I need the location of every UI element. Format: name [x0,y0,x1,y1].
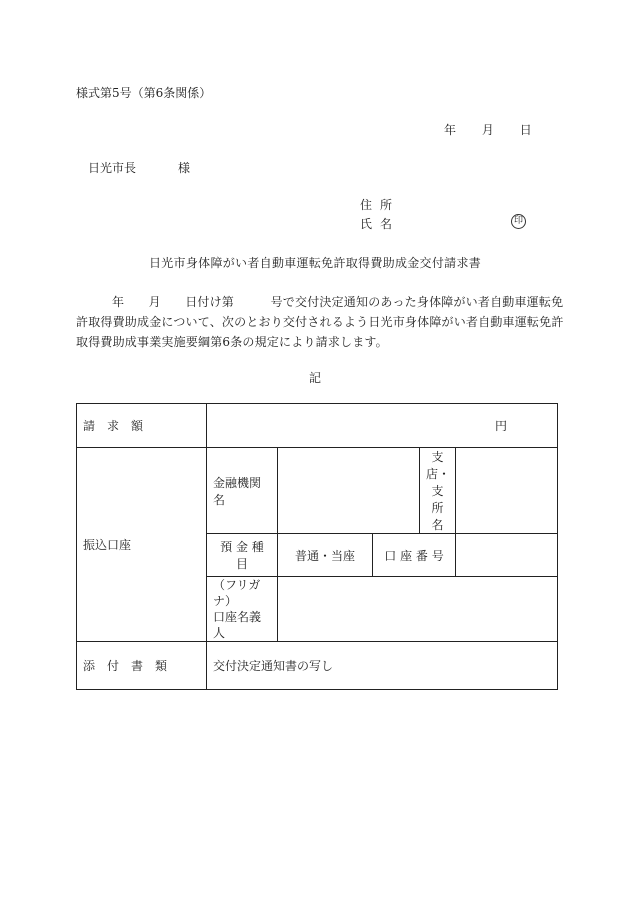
branch-name-label: 支店・支所名 [420,448,456,534]
bank-name-label: 金融機関名 [207,448,278,534]
account-number-label: 口 座 番 号 [373,534,456,577]
claim-amount-label: 請 求 額 [77,404,207,448]
date-day: 日 [519,123,532,137]
addressee [88,161,190,175]
deposit-type-label: 預 金 種 目 [207,534,278,577]
body-line-2: 許取得費助成金について、次のとおり交付されるよう日光市身体障がい者自動車運転免許 [76,315,564,329]
claim-amount-field[interactable] [207,404,558,448]
body-line-1: 年 月 日付け第 号で交付決定通知のあった身体障がい者自動車運転免 [112,295,564,309]
branch-name-field[interactable] [456,448,558,534]
form-number: 様式第5号（第6条関係） [76,86,212,100]
document-title: 日光市身体障がい者自動車運転免許取得費助成金交付請求書 [148,256,482,270]
seal-mark: 印 [511,214,526,229]
attachment-value: 交付決定通知書の写し [207,642,558,690]
addressee-honorific: 様 [178,161,191,175]
date-month: 月 [481,123,494,137]
transfer-account-label: 振込口座 [77,448,207,642]
address-label: 住所 [360,198,401,212]
claim-unit: 円 [495,419,508,433]
ki-heading: 記 [308,371,321,385]
request-body [76,292,564,352]
holder-label: 口座名義人 [213,610,262,640]
name-label: 氏名 [360,217,401,231]
account-number-field[interactable] [456,534,558,577]
account-holder-field[interactable] [278,577,558,642]
addressee-name: 日光市長 [88,161,137,175]
account-holder-label [207,577,278,642]
claim-table [76,403,558,690]
date-year: 年 [444,123,457,137]
deposit-type-value[interactable]: 普通・当座 [278,534,373,577]
body-line-3: 取得費助成事業実施要綱第6条の規定により請求します。 [76,335,388,349]
kana-label: （フリガナ） [213,578,261,608]
attachment-label: 添 付 書 類 [77,642,207,690]
date-line [444,123,532,137]
bank-name-field[interactable] [278,448,420,534]
